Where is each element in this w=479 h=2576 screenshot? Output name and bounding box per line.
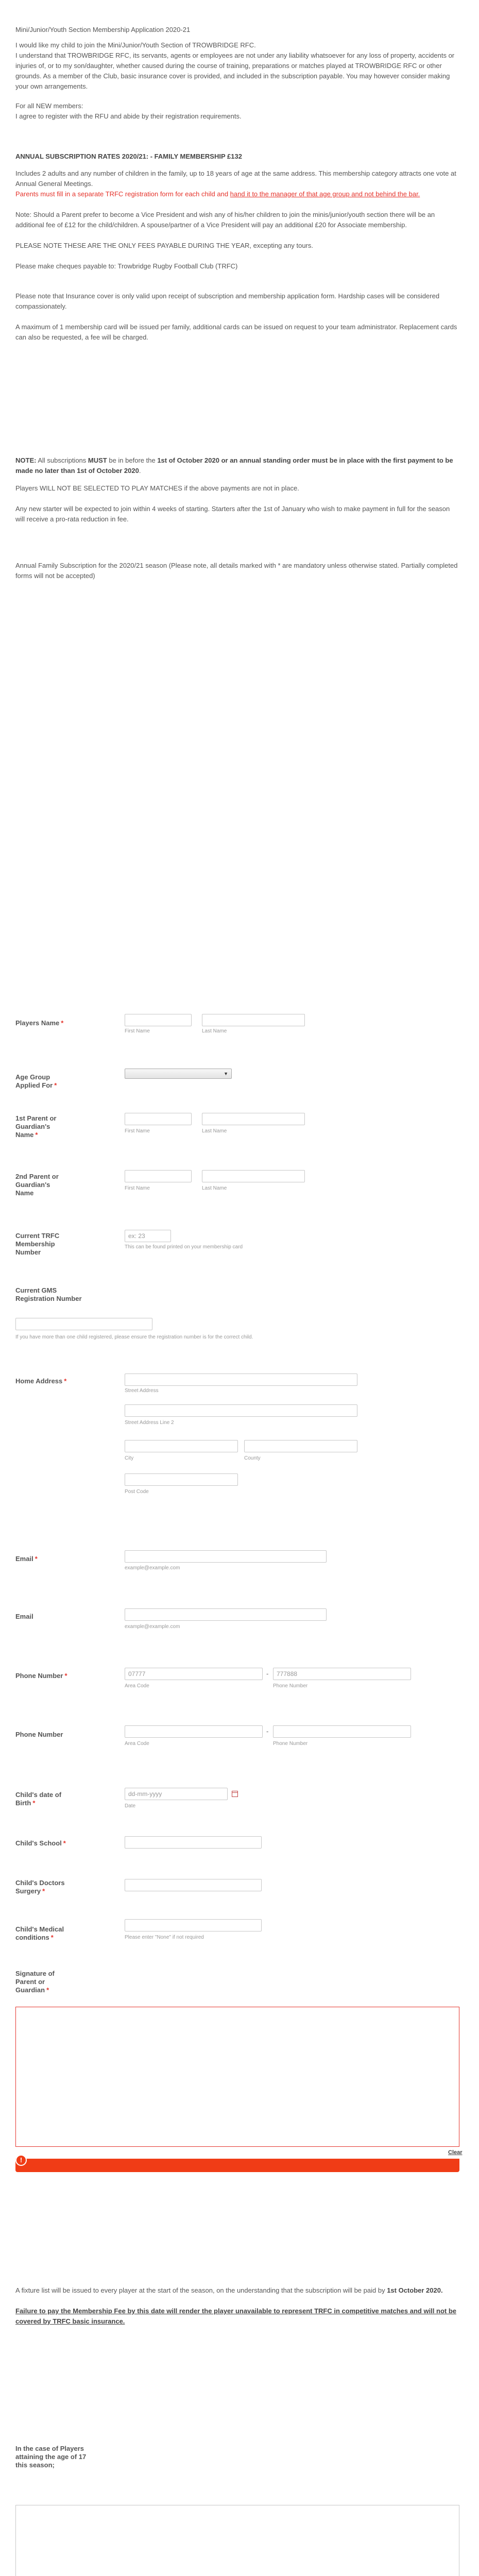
- street-address-2-sub: Street Address Line 2: [125, 1420, 174, 1426]
- phone2-dash: -: [266, 1727, 269, 1735]
- street-address-sub: Street Address: [125, 1388, 159, 1394]
- fixture-warning-text: Failure to pay the Membership Fee by this date will render the player unavailable to represent TRFC in competitive matches and will not be covered by TRFC basic insurance.: [15, 2307, 457, 2325]
- signature-error-bar: [15, 2159, 459, 2172]
- rates-p1: Includes 2 adults and any number of children in the family, up to 18 years of age at the same address. This membership category attracts one vote at Annual General Meetings.: [15, 170, 456, 188]
- medical-input[interactable]: [125, 1919, 262, 1931]
- intro-p1: I would like my child to join the Mini/Junior/Youth Section of TROWBRIDGE RFC.: [15, 41, 256, 49]
- parent1-last-name-input[interactable]: [202, 1113, 305, 1125]
- post-code-sub: Post Code: [125, 1489, 149, 1495]
- rates-red-note: [15, 189, 458, 199]
- player-first-name-sub: First Name: [125, 1028, 150, 1034]
- trfc-number-input[interactable]: ex: 23: [125, 1230, 171, 1242]
- note-label: NOTE:: [15, 456, 37, 464]
- parent2-last-name-input[interactable]: [202, 1170, 305, 1182]
- calendar-icon[interactable]: [232, 1791, 238, 1797]
- area-code-input[interactable]: 07777: [125, 1668, 263, 1680]
- home-address-label: Home Address *: [15, 1377, 67, 1385]
- age17-signature-pad[interactable]: [15, 2505, 459, 2576]
- rates-red-text: Parents must fill in a separate TRFC registration form for each child and: [15, 190, 230, 198]
- parent1-label: 1st Parent or Guardian's Name *: [15, 1114, 57, 1139]
- note-deadline: 1st of October 2020 or an annual standing order must be in place with the first payment to be made no later than 1st of October 2020: [15, 456, 453, 474]
- school-input[interactable]: [125, 1836, 262, 1849]
- street-address-input[interactable]: [125, 1374, 357, 1386]
- trfc-number-label: Current TRFC Membership Number: [15, 1232, 60, 1256]
- phone-number-2-input[interactable]: [273, 1725, 411, 1738]
- intro-p4: I agree to register with the RFU and abide by their registration requirements.: [15, 112, 242, 120]
- email2-label: Email: [15, 1613, 33, 1620]
- rates-p3: PLEASE NOTE THESE ARE THE ONLY FEES PAYABLE DURING THE YEAR, excepting any tours.: [15, 242, 313, 249]
- rates-p5: Please note that Insurance cover is only valid upon receipt of subscription and membership application form. Hardship cases will be considered compassionately.: [15, 292, 440, 310]
- parent2-first-name-sub: First Name: [125, 1185, 150, 1191]
- note-p1: [15, 455, 458, 476]
- intro-text: [15, 40, 458, 122]
- player-first-name-input[interactable]: [125, 1014, 192, 1026]
- age-group-label: Age Group Applied For *: [15, 1073, 57, 1089]
- medical-hint: Please enter "None" if not required: [125, 1935, 204, 1940]
- player-last-name-input[interactable]: [202, 1014, 305, 1026]
- dob-sub: Date: [125, 1803, 136, 1809]
- note-p4: Annual Family Subscription for the 2020/21 season (Please note, all details marked with * are mandatory unless otherwise stated. Partially completed forms will not be accepted): [15, 562, 458, 580]
- trfc-number-hint: This can be found printed on your membership card: [125, 1244, 243, 1250]
- area-code-sub: Area Code: [125, 1683, 149, 1689]
- parent2-first-name-input[interactable]: [125, 1170, 192, 1182]
- phone2-label: Phone Number: [15, 1731, 63, 1738]
- doctor-input[interactable]: [125, 1879, 262, 1891]
- city-input[interactable]: [125, 1440, 238, 1452]
- street-address-2-input[interactable]: [125, 1404, 357, 1417]
- school-label: Child's School *: [15, 1839, 66, 1847]
- email-field[interactable]: [125, 1550, 327, 1563]
- phone-number-sub: Phone Number: [273, 1683, 308, 1689]
- fixture-text: [15, 2285, 458, 2327]
- phone-number-2-sub: Phone Number: [273, 1741, 308, 1747]
- gms-number-input[interactable]: [15, 1318, 152, 1330]
- age-group-select[interactable]: [125, 1069, 232, 1079]
- signature-label: Signature of Parent or Guardian *: [15, 1970, 55, 1994]
- fixture-date: 1st October 2020.: [387, 2286, 443, 2294]
- fixture-t1: A fixture list will be issued to every player at the start of the season, on the understanding that the subscription will be paid by: [15, 2286, 387, 2294]
- players-name-label: Players Name *: [15, 1019, 64, 1027]
- email2-field[interactable]: [125, 1608, 327, 1621]
- age17-label: In the case of Players attaining the age of 17 this season;: [15, 2445, 87, 2469]
- rates-red-underline: hand it to the manager of that age group and not behind the bar.: [230, 190, 420, 198]
- parent1-first-name-input[interactable]: [125, 1113, 192, 1125]
- chevron-down-icon: ▼: [224, 1071, 228, 1076]
- dob-label: Child's date of Birth *: [15, 1791, 62, 1807]
- note-text: [15, 455, 458, 581]
- county-input[interactable]: [244, 1440, 357, 1452]
- note-must: MUST: [88, 456, 107, 464]
- rates-p6: A maximum of 1 membership card will be issued per family, additional cards can be issued on request to your team administrator. Replacement cards can also be requested, a fee will be charged.: [15, 323, 457, 341]
- phone-label: Phone Number *: [15, 1672, 67, 1680]
- dob-input[interactable]: dd-mm-yyyy: [125, 1788, 228, 1800]
- note-t4: be in before the: [107, 456, 158, 464]
- email-hint: example@example.com: [125, 1565, 180, 1571]
- signature-clear-link[interactable]: Clear: [448, 2149, 463, 2156]
- doctor-label: Child's Doctors Surgery *: [15, 1879, 65, 1895]
- intro-p2: I understand that TROWBRIDGE RFC, its servants, agents or employees are not under any liability whatsoever for any loss of property, accidents or injuries of, or to my son/daughter, whether caused during the course of training, preparations or matches played at TROWBRIDGE RFC or other grounds. As a member of the Club, basic insurance cover is provided, and included in the subscription payable. You may however consider making your own arrangements.: [15, 52, 455, 90]
- note-p2: Players WILL NOT BE SELECTED TO PLAY MATCHES if the above payments are not in place.: [15, 484, 299, 492]
- parent2-label: 2nd Parent or Guardian's Name: [15, 1173, 59, 1197]
- signature-pad[interactable]: [15, 2007, 459, 2147]
- gms-number-hint: If you have more than one child registered, please ensure the registration number is for the correct child.: [15, 1334, 253, 1340]
- rates-heading: ANNUAL SUBSCRIPTION RATES 2020/21: - FAMILY MEMBERSHIP £132: [15, 152, 242, 160]
- rates-p2: Note: Should a Parent prefer to become a Vice President and wish any of his/her children to join the minis/junior/youth section there will be an additional fee of £12 for the child/children. A spouse/partner of a Vice President will pay an additional £20 for Associate membership.: [15, 211, 435, 229]
- player-last-name-sub: Last Name: [202, 1028, 227, 1034]
- error-icon: !: [15, 2155, 27, 2166]
- city-sub: City: [125, 1455, 134, 1461]
- intro-p3: For all NEW members:: [15, 102, 83, 110]
- fixture-p1: [15, 2285, 458, 2296]
- rates-text: [15, 168, 458, 343]
- phone-number-input[interactable]: 777888: [273, 1668, 411, 1680]
- form-title: Mini/Junior/Youth Section Membership Application 2020-21: [15, 26, 191, 33]
- phone-dash: -: [266, 1670, 269, 1677]
- parent1-first-name-sub: First Name: [125, 1128, 150, 1134]
- county-sub: County: [244, 1455, 261, 1461]
- email-label: Email *: [15, 1555, 38, 1563]
- note-p3: Any new starter will be expected to join within 4 weeks of starting. Starters after the 1st of January who wish to make payment in full for the season will receive a pro-rata reduction in fee.: [15, 505, 450, 523]
- gms-number-label: Current GMS Registration Number: [15, 1286, 82, 1302]
- note-t2: All subscriptions: [36, 456, 88, 464]
- parent2-last-name-sub: Last Name: [202, 1185, 227, 1191]
- fixture-warning: [15, 2306, 458, 2327]
- post-code-input[interactable]: [125, 1473, 238, 1486]
- email2-hint: example@example.com: [125, 1624, 180, 1630]
- note-t6: .: [139, 467, 141, 474]
- parent1-last-name-sub: Last Name: [202, 1128, 227, 1134]
- rates-p4: Please make cheques payable to: Trowbridge Rugby Football Club (TRFC): [15, 262, 238, 270]
- medical-label: Child's Medical conditions *: [15, 1925, 64, 1941]
- area-code-2-input[interactable]: [125, 1725, 263, 1738]
- area-code-2-sub: Area Code: [125, 1741, 149, 1747]
